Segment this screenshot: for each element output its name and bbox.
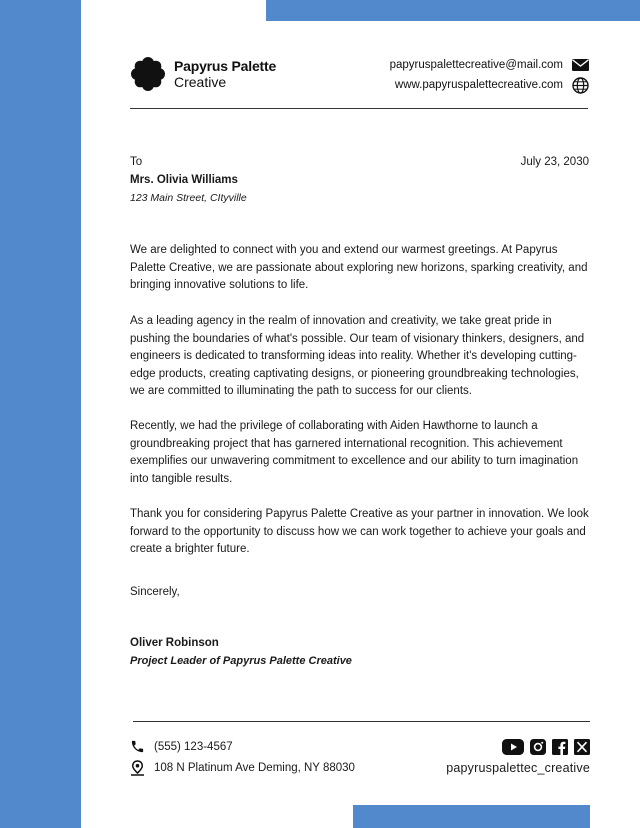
footer-phone [130, 739, 233, 755]
recipient-name: Mrs. Olivia Williams [130, 174, 238, 186]
footer-divider [133, 721, 590, 722]
phone-number[interactable]: (555) 123-4567 [154, 741, 233, 753]
brand-name: Papyrus Palette [174, 57, 277, 74]
header-contact [390, 55, 589, 95]
company-logo [130, 56, 276, 92]
letter-date: July 23, 2030 [520, 156, 589, 168]
facebook-icon[interactable] [552, 739, 568, 755]
paragraph-3: Recently, we had the privilege of collaborating with Aiden Hawthorne to launch a groundbreaking project that has garnered international recognition. This achievement exemplifies our unwavering commitment to excellence and our ability to turn imagination into tangible results. [130, 420, 579, 485]
to-label: To [130, 156, 143, 168]
youtube-icon[interactable] [502, 739, 524, 755]
phone-icon [130, 739, 146, 755]
social-handle[interactable]: papyruspalettec_creative [446, 761, 590, 775]
footer-address [130, 760, 355, 776]
closing: Sincerely, [130, 586, 180, 598]
x-icon[interactable] [574, 739, 590, 755]
top-accent-bar [266, 0, 640, 21]
header-divider [130, 108, 588, 109]
bottom-accent-bar [353, 805, 590, 828]
paragraph-4: Thank you for considering Papyrus Palette Creative as your partner in innovation. We look forward to the opportunity to discuss how we can work together to achieve your goals and create a brighter future. [130, 508, 589, 555]
instagram-icon[interactable] [530, 739, 546, 755]
signer-title: Project Leader of Papyrus Palette Creative [130, 655, 352, 667]
paragraph-2: As a leading agency in the realm of innovation and creativity, we take great pride in pushing the boundaries of what's possible. Our team of visionary thinkers, designers, and engineers is dedicated to transforming ideas into reality. Whether it's developing cutting-edge products, creating captivating designs, or pioneering groundbreaking technologies, we are committed to illuminating the path to success for our clients. [130, 315, 585, 397]
header-email[interactable]: papyruspalettecreative@mail.com [389, 59, 563, 71]
header-website[interactable]: www.papyruspalettecreative.com [394, 79, 563, 91]
brand-subtitle: Creative [174, 74, 227, 90]
recipient-address: 123 Main Street, CItyville [130, 192, 247, 204]
flower-logo-icon [130, 56, 166, 92]
signer-name: Oliver Robinson [130, 637, 219, 649]
left-accent-bar [0, 0, 81, 828]
mail-icon [571, 56, 589, 74]
paragraph-1: We are delighted to connect with you and extend our warmest greetings. At Papyrus Palette Creative, we are passionate about exploring new horizons, sparking creativity, and bringing innovative solutions to life. [130, 244, 588, 291]
globe-icon [571, 76, 589, 94]
social-links [496, 739, 590, 755]
location-pin-icon [130, 760, 146, 776]
address-text: 108 N Platinum Ave Deming, NY 88030 [154, 762, 355, 774]
